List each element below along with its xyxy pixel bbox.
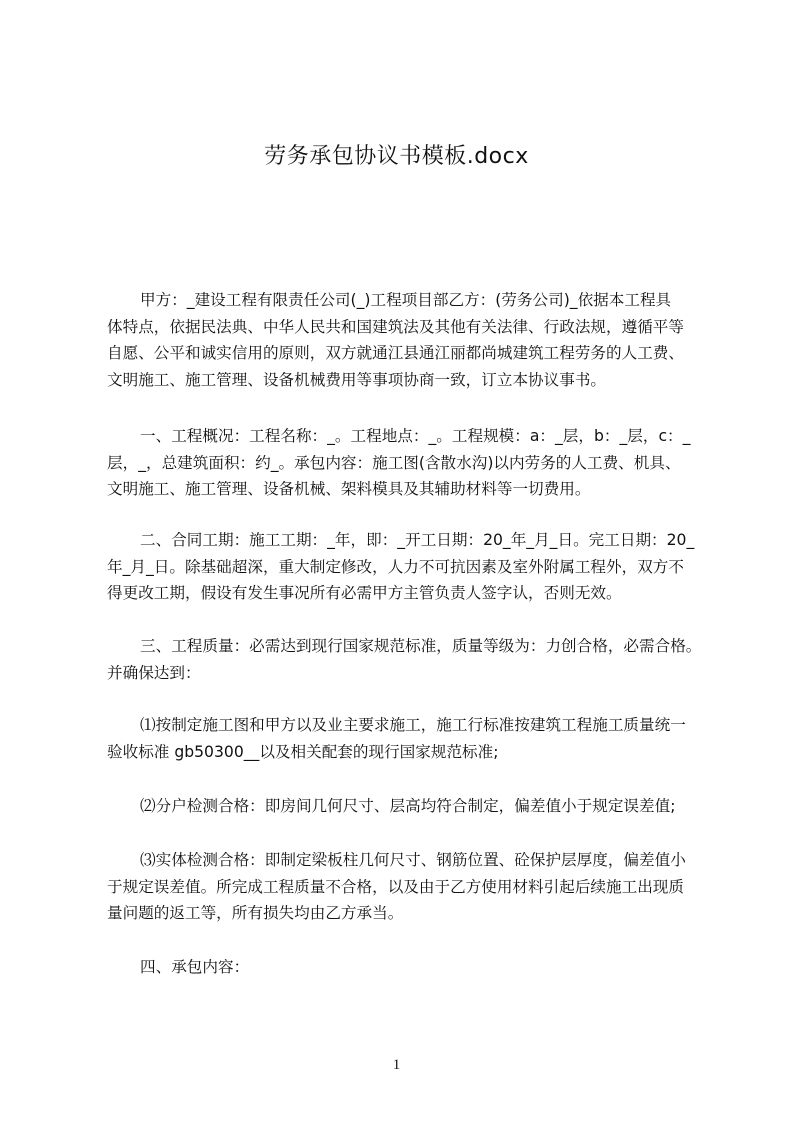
text-line: ⑶实体检测合格：即制定梁板柱几何尺寸、钢筋位置、砼保护层厚度，偏差值小	[140, 851, 686, 869]
text-line: 层，_，总建筑面积：约_。承包内容：施工图(含散水沟)以内劳务的人工费、机具、	[107, 453, 681, 472]
text-line: 并确保达到：	[107, 663, 201, 682]
text-line: 三、工程质量：必需达到现行国家规范标准，质量等级为：力创合格，必需合格。	[140, 637, 702, 655]
text-line: 二、合同工期：施工工期：_年，即：_开工日期：20_年_月_日。完工日期：20_	[140, 531, 695, 549]
paragraph-contract-scope	[107, 954, 717, 981]
paragraph-quality-item-2	[107, 793, 717, 820]
text-line: 于规定误差值。所完成工程质量不合格，以及由于乙方使用材料引起后续施工出现质	[107, 877, 684, 896]
text-line: 验收标准 gb50300__以及相关配套的现行国家规范标准;	[107, 742, 499, 761]
paragraph-project-overview	[107, 423, 717, 503]
text-line: 一、工程概况：工程名称：_。工程地点：_。工程规模：a：_层，b：_层，c：_	[140, 427, 691, 445]
text-line: 量问题的返工等，所有损失均由乙方承当。	[107, 904, 404, 923]
text-line: 文明施工、施工管理、设备机械费用等事项协商一致，订立本协议事书。	[107, 371, 607, 390]
text-line: ⑴按制定施工图和甲方以及业主要求施工，施工行标准按建筑工程施工质量统一	[140, 716, 686, 734]
text-line: 体特点，依据民法典、中华人民共和国建筑法及其他有关法律、行政法规，遵循平等	[107, 317, 684, 336]
paragraph-quality-item-3	[107, 847, 717, 927]
document-title: 劳务承包协议书模板.docx	[264, 144, 529, 169]
paragraph-parties	[107, 287, 717, 394]
text-line: 自愿、公平和诚实信用的原则，双方就通江县通江丽都尚城建筑工程劳务的人工费、	[107, 344, 684, 363]
paragraph-quality-item-1	[107, 712, 717, 765]
text-line: 甲方：_建设工程有限责任公司(_)工程项目部乙方：(劳务公司)_依据本工程具	[140, 291, 672, 309]
text-line: 文明施工、施工管理、设备机械、架料模具及其辅助材料等一切费用。	[107, 480, 591, 499]
page-number: 1	[392, 1057, 401, 1073]
text-line: 得更改工期，假设有发生事况所有必需甲方主管负责人签字认，否则无效。	[107, 584, 622, 603]
text-line: ⑵分户检测合格：即房间几何尺寸、层高均符合制定，偏差值小于规定误差值;	[140, 797, 676, 815]
text-line: 四、承包内容：	[140, 958, 250, 976]
paragraph-contract-period	[107, 527, 717, 607]
text-line: 年_月_日。除基础超深，重大制定修改，人力不可抗因素及室外附属工程外，双方不	[107, 557, 684, 576]
paragraph-quality	[107, 633, 717, 686]
